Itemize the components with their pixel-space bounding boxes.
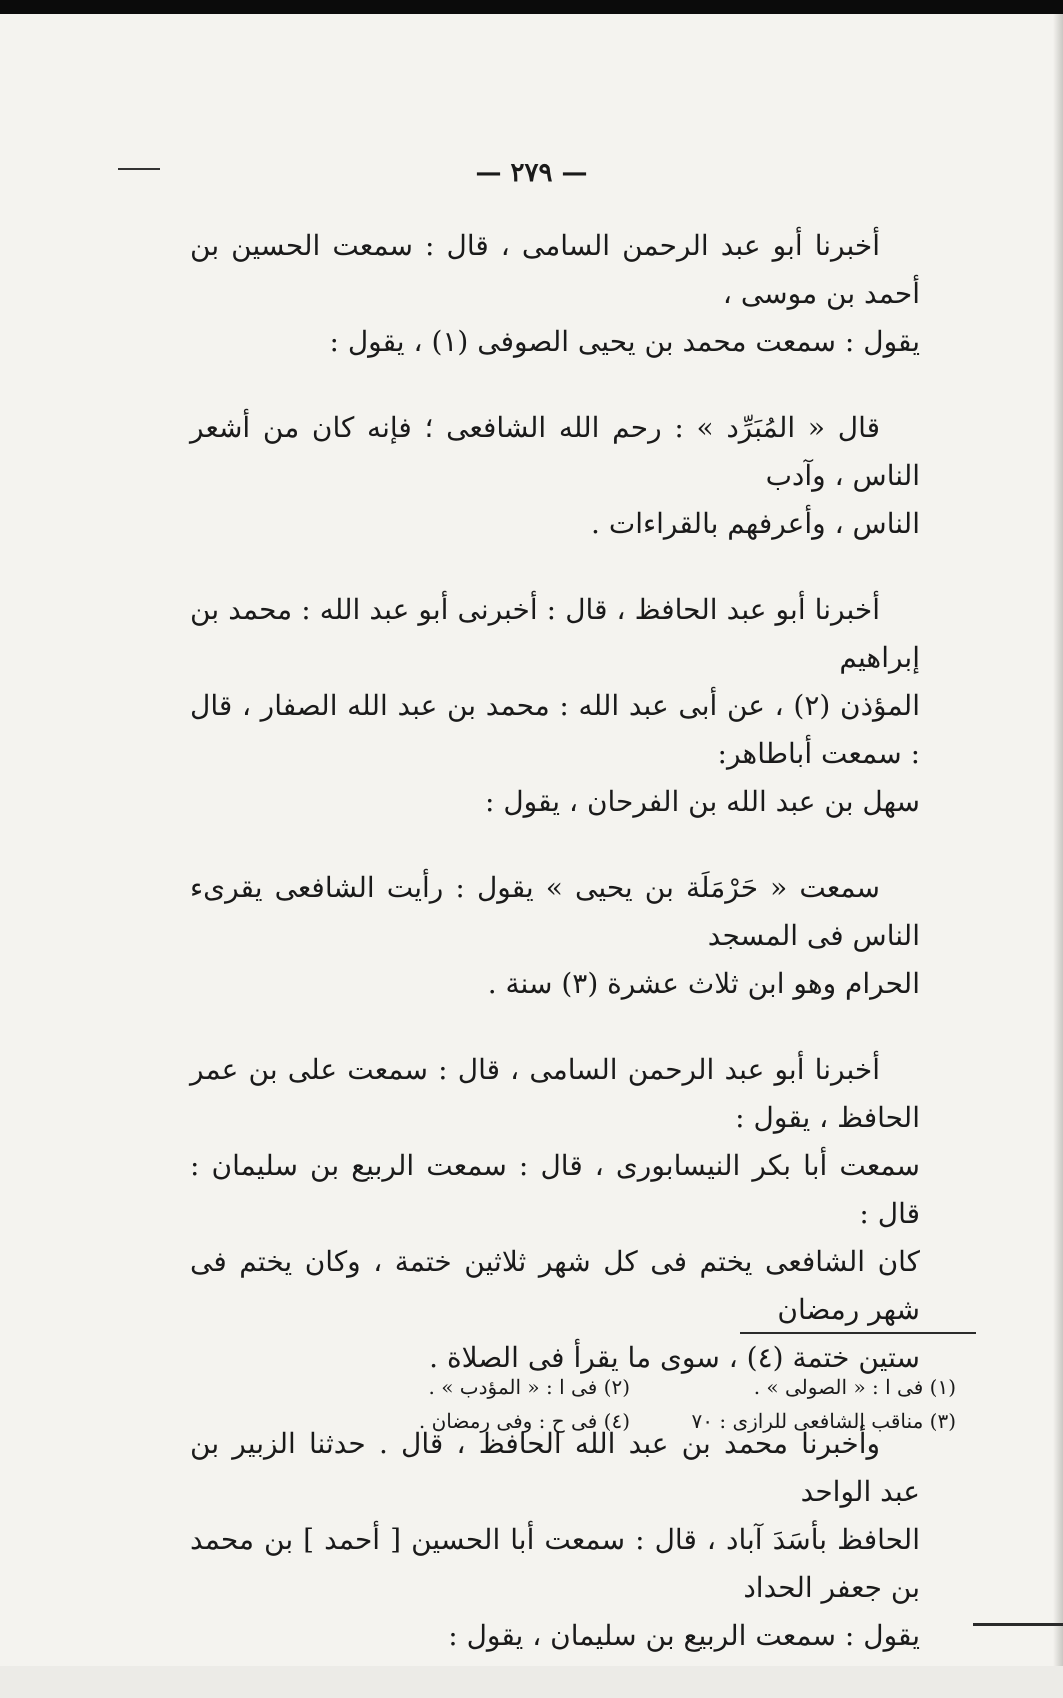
text-line: سمعت « حَرْمَلَة بن يحيى » يقول : رأيت الشافعى يقرىء الناس فى المسجد (190, 871, 920, 952)
page-number: — ٢٧٩ — (475, 158, 588, 188)
footnotes (330, 1370, 956, 1438)
text-line: وأخبرنا محمد بن عبد الله الحافظ ، قال . حدثنا الزبير بن عبد الواحد (190, 1427, 920, 1508)
text-line: الحافظ بأسَدَ آباد ، قال : سمعت أبا الحسين [ أحمد ] بن محمد بن جعفر الحداد (190, 1523, 920, 1604)
text-line: يقول : سمعت الربيع بن سليمان ، يقول : (448, 1619, 920, 1652)
paragraph-4 (190, 864, 920, 1008)
paragraph-1 (190, 222, 920, 366)
text-line: سمعت أبا بكر النيسابورى ، قال : سمعت الربيع بن سليمان : قال : (190, 1149, 920, 1230)
text-line: أخبرنا أبو عبد الحافظ ، قال : أخبرنى أبو عبد الله : محمد بن إبراهيم (190, 593, 920, 674)
text-line: قال « المُبَرِّد » : رحم الله الشافعى ؛ فإنه كان من أشعر الناس ، وآدب (190, 411, 920, 492)
footnote-1: (١) فى ا : « الصولى » . (753, 1375, 956, 1399)
main-text (190, 222, 920, 1698)
footnote-4: (٤) فى ح : وفى رمضان . (418, 1409, 630, 1433)
paragraph-3 (190, 586, 920, 826)
text-line: سهل بن عبد الله بن الفرحان ، يقول : (485, 785, 920, 818)
text-line: أخبرنا أبو عبد الرحمن السامى ، قال : سمعت على بن عمر الحافظ ، يقول : (190, 1053, 920, 1134)
text-line: المؤذن (٢) ، عن أبى عبد الله : محمد بن عبد الله الصفار ، قال : سمعت أباطاهر: (190, 689, 920, 770)
paragraph-6 (190, 1420, 920, 1660)
text-line: الحرام وهو ابن ثلاث عشرة (٣) سنة . (487, 967, 920, 1000)
scan-edge-shadow (1053, 14, 1063, 1666)
text-line: ستين ختمة (٤) ، سوى ما يقرأ فى الصلاة . (429, 1341, 920, 1374)
text-line: الناس ، وأعرفهم بالقراءات . (591, 507, 920, 540)
scan-top-border (0, 0, 1063, 14)
text-line: كان الشافعى يختم فى كل شهر ثلاثين ختمة ، وكان يختم فى شهر رمضان (190, 1245, 920, 1326)
footnote-row (330, 1370, 956, 1404)
footnote-separator (740, 1332, 976, 1334)
text-line: يقول : سمعت محمد بن يحيى الصوفى (١) ، يقول : (329, 325, 920, 358)
footnote-2: (٢) فى ا : « المؤدب » . (428, 1375, 630, 1399)
footnote-row (330, 1404, 956, 1438)
paragraph-2 (190, 404, 920, 548)
scan-edge-mark (973, 1623, 1063, 1626)
text-line: أخبرنا أبو عبد الرحمن السامى ، قال : سمعت الحسين بن أحمد بن موسى ، (190, 229, 920, 310)
footnote-3: (٣) مناقب الشافعى للرازى : ٧٠ (691, 1409, 956, 1433)
